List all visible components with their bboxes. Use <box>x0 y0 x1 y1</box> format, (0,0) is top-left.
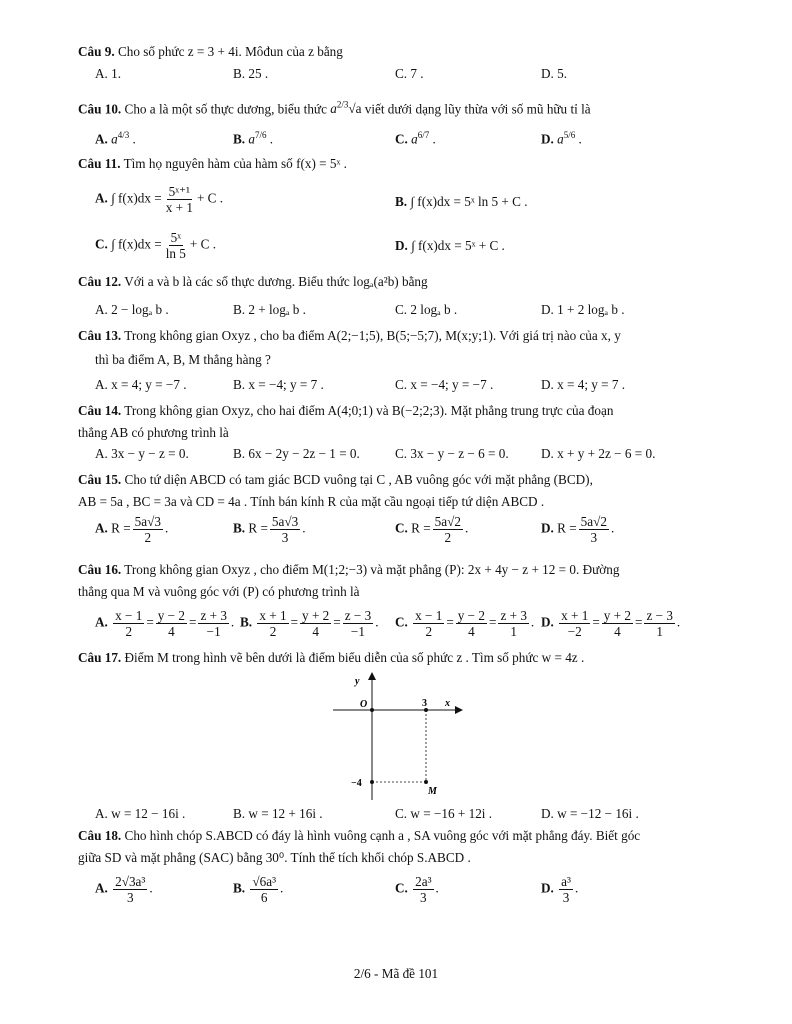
question-15-line2: AB = 5a , BC = 3a và CD = 4a . Tính bán kính R của mặt cầu ngoại tiếp tứ diện ABCD . <box>78 494 545 509</box>
option-d: D. R = $\frac{5a√2}{3}$ . <box>541 514 615 546</box>
question-label: Câu 18. <box>78 828 122 843</box>
question-11 <box>78 156 720 173</box>
option-a: A. 1. <box>95 66 122 81</box>
option-c: C. w = −16 + 12i . <box>395 806 493 821</box>
question-text: Điểm M trong hình vẽ bên dưới là điểm biểu diễn của số phức z . Tìm số phức w = 4z . <box>124 650 585 665</box>
question-15 <box>78 472 720 489</box>
option-c: C. 7 . <box>395 66 424 81</box>
question-label: Câu 16. <box>78 562 122 577</box>
option-c: C. ∫ f(x)dx = $\frac{\text{5ˣ}}{\ln 5}$ + C . <box>95 230 217 262</box>
option-c: C. 2 logₐ b . <box>395 302 458 317</box>
question-13 <box>78 328 720 345</box>
question-10 <box>78 100 720 118</box>
question-label: Câu 17. <box>78 650 122 665</box>
option-c: C. x = −4; y = −7 . <box>395 377 494 392</box>
option-c: C. 3x − y − z − 6 = 0. <box>395 446 509 461</box>
point-m-label: M <box>428 786 437 797</box>
question-13-line2: thì ba điểm A, B, M thẳng hàng ? <box>95 352 271 367</box>
question-text: Trong không gian Oxyz , cho ba điểm A(2;−1;5), B(5;−5;7), M(x;y;1). Với giá trị nào của x, y <box>124 328 621 343</box>
option-c: C. R = $\frac{5a√2}{2}$ . <box>395 514 469 546</box>
question-text: Trong không gian Oxyz , cho điểm M(1;2;−3) và mặt phẳng (P): 2x + 4y − z + 12 = 0. Đường <box>124 562 620 577</box>
option-b: B. $a^{7/6}$ . <box>233 130 274 147</box>
question-16-line2: thẳng qua M và vuông góc với (P) có phương trình là <box>78 584 360 599</box>
question-text: Cho tứ diện ABCD có tam giác BCD vuông tại C , AB vuông góc với mặt phẳng (BCD), <box>124 472 593 487</box>
question-label: Câu 15. <box>78 472 122 487</box>
option-d: D. $a^{5/6}$ . <box>541 130 582 147</box>
x-axis-label: x <box>445 698 450 709</box>
origin-point <box>370 708 374 712</box>
option-a: A. x = 4; y = −7 . <box>95 377 187 392</box>
question-18-line2: giữa SD và mặt phẳng (SAC) bằng 30⁰. Tính thể tích khối chóp S.ABCD . <box>78 850 471 865</box>
y-tick-point <box>370 780 374 784</box>
option-d: D. ∫ f(x)dx = 5ˣ + C . <box>395 238 505 253</box>
option-a: A. 2 − logₐ b . <box>95 302 169 317</box>
power-expression: $a^{2/3}√a$ <box>330 100 362 117</box>
option-d: D. $\frac{x + 1}{-2}$ = $\frac{y + 2}{4}$ = $\frac{z - 3}{1}$ . <box>541 608 681 640</box>
option-b: B. 6x − 2y − 2z − 1 = 0. <box>233 446 360 461</box>
question-16 <box>78 562 720 579</box>
origin-label: O <box>360 699 368 710</box>
option-d: D. w = −12 − 16i . <box>541 806 639 821</box>
option-a: A. ∫ f(x)dx = $\frac{\text{5ˣ⁺¹}}{x + 1}$ + C . <box>95 184 224 216</box>
option-a: A. $a^{4/3}$ . <box>95 130 136 147</box>
question-text: Tìm họ nguyên hàm của hàm số f(x) = 5ˣ . <box>123 156 347 171</box>
question-label: Câu 14. <box>78 403 122 418</box>
question-text: Cho hình chóp S.ABCD có đáy là hình vuông cạnh a , SA vuông góc với mặt phẳng đáy. Biết góc <box>124 828 641 843</box>
option-a: A. R = $\frac{5a√3}{2}$ . <box>95 514 169 546</box>
option-b: B. 2 + logₐ b . <box>233 302 306 317</box>
option-c: C. $\frac{\text{2a³}}{3}$ . <box>395 874 439 906</box>
option-d: D. 5. <box>541 66 568 81</box>
complex-plane-figure <box>325 670 465 804</box>
option-a: A. w = 12 − 16i . <box>95 806 186 821</box>
question-text: Trong không gian Oxyz, cho hai điểm A(4;0;1) và B(−2;2;3). Mặt phẳng trung trực của đoạn <box>124 403 614 418</box>
option-c: C. $\frac{x - 1}{2}$ = $\frac{y - 2}{4}$ = $\frac{z + 3}{1}$ . <box>395 608 535 640</box>
question-label: Câu 13. <box>78 328 122 343</box>
question-label: Câu 11. <box>78 156 121 171</box>
question-label: Câu 12. <box>78 274 122 289</box>
option-d: D. x + y + 2z − 6 = 0. <box>541 446 656 461</box>
question-9 <box>78 44 720 61</box>
question-14-line2: thẳng AB có phương trình là <box>78 425 229 440</box>
question-12 <box>78 274 720 291</box>
option-b: B. $\frac{x + 1}{2}$ = $\frac{y + 2}{4}$ = $\frac{z - 3}{-1}$ . <box>240 608 379 640</box>
point-m <box>424 780 428 784</box>
question-14 <box>78 403 720 420</box>
option-b: B. 25 . <box>233 66 269 81</box>
y-tick-label: −4 <box>351 778 362 789</box>
option-d: D. 1 + 2 logₐ b . <box>541 302 625 317</box>
x-tick-label: 3 <box>422 698 427 709</box>
option-b: B. $\frac{\text{√6a³}}{6}$ . <box>233 874 284 906</box>
option-a: A. $\frac{\text{2√3a³}}{3}$ . <box>95 874 153 906</box>
page-footer: 2/6 - Mã đề 101 <box>353 966 439 981</box>
question-label: Câu 9. <box>78 44 115 59</box>
option-b: B. R = $\frac{5a√3}{3}$ . <box>233 514 306 546</box>
question-text: Cho a là một số thực dương, biểu thức <box>124 101 327 117</box>
question-text: Cho số phức z = 3 + 4i. Môđun của z bằng <box>117 44 343 59</box>
option-d: D. x = 4; y = 7 . <box>541 377 626 392</box>
option-b: B. x = −4; y = 7 . <box>233 377 324 392</box>
option-b: B. w = 12 + 16i . <box>233 806 323 821</box>
option-c: C. $a^{6/7}$ . <box>395 130 436 147</box>
question-text: Với a và b là các số thực dương. Biểu thức logₐ(a²b) bằng <box>124 274 428 289</box>
question-17 <box>78 650 720 667</box>
option-a: A. 3x − y − z = 0. <box>95 446 189 461</box>
question-18 <box>78 828 720 845</box>
question-label: Câu 10. <box>78 101 122 117</box>
option-b: B. ∫ f(x)dx = 5ˣ ln 5 + C . <box>395 194 528 209</box>
option-a: A. $\frac{x - 1}{2}$ = $\frac{y - 2}{4}$ = $\frac{z + 3}{-1}$ . <box>95 608 235 640</box>
y-axis-label: y <box>355 676 360 687</box>
question-text-tail: viết dưới dạng lũy thừa với số mũ hữu tỉ là <box>364 101 591 117</box>
option-d: D. $\frac{\text{a³}}{3}$ . <box>541 874 579 906</box>
